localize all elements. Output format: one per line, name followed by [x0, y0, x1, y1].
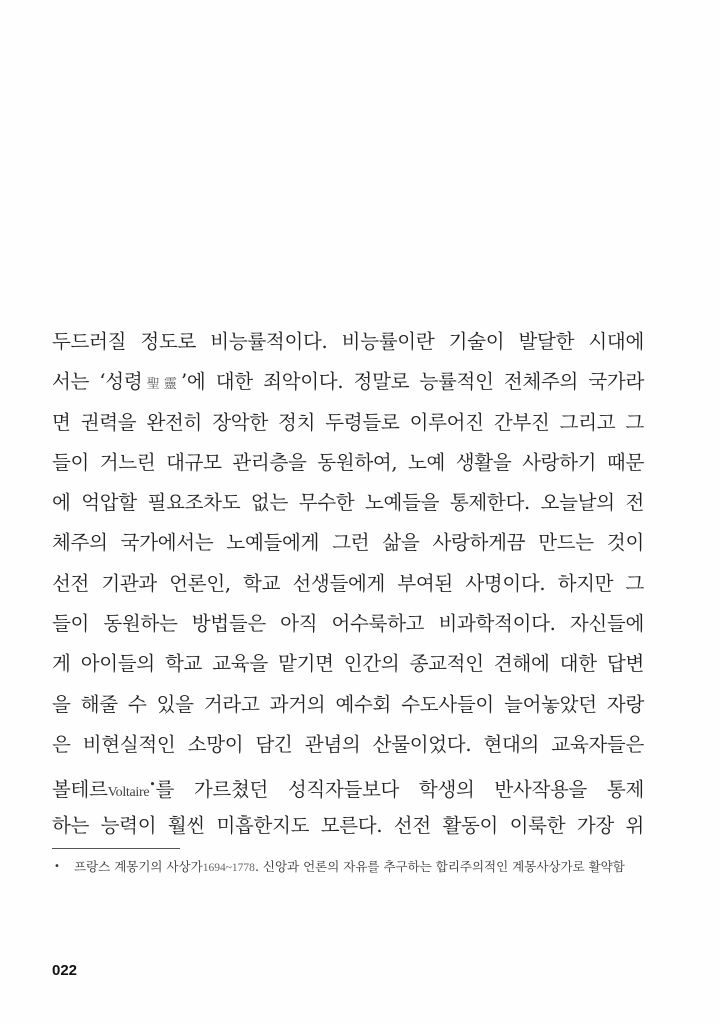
text-line: 선전 기관과 언론인, 학교 선생들에게 부여된 사명이다. 하지만 그	[52, 571, 644, 595]
text-segment: 볼테르	[52, 778, 108, 802]
text-segment: 서는 ‘성령	[52, 370, 143, 394]
text-line: 체주의 국가에서는 노예들에게 그런 삶을 사랑하게끔 만드는 것이	[52, 531, 644, 555]
text-line: 면 권력을 완전히 장악한 정치 두령들로 이루어진 간부진 그리고 그	[52, 410, 644, 434]
footnote-years: 1694~1778	[202, 862, 255, 874]
text-segment: ’에 대한 죄악이다. 정말로 능률적인 전체주의 국가라	[181, 370, 645, 394]
footnote-text-segment: 프랑스 계몽기의 사상가	[74, 859, 203, 874]
footnote	[52, 856, 652, 879]
footnote-text-segment: . 신앙과 언론의 자유를 추구하는 합리주의적인 계몽사상가로 활약함	[254, 859, 625, 874]
text-line: 은 비현실적인 소망이 담긴 관념의 산물이었다. 현대의 교육자들은	[52, 732, 644, 756]
text-segment: 를 가르쳤던 성직자들보다 학생의 반사작용을 통제	[155, 778, 644, 802]
footnote-divider	[52, 848, 180, 849]
text-line: 에 억압할 필요조차도 없는 무수한 노예들을 통제한다. 오늘날의 전	[52, 491, 644, 515]
footnote-marker[interactable]: •	[149, 778, 156, 792]
text-line: 두드러질 정도로 비능률적이다. 비능률이란 기술이 발달한 시대에	[52, 330, 644, 353]
text-line	[52, 765, 644, 805]
text-line: 을 해줄 수 있을 거라고 과거의 예수회 수도사들이 늘어놓았던 자랑	[52, 692, 644, 716]
text-line: 들이 동원하는 방법들은 아직 어수룩하고 비과학적이다. 자신들에	[52, 612, 644, 636]
text-line	[52, 362, 644, 402]
text-line: 들이 거느린 대규모 관리층을 동원하여, 노예 생활을 사랑하기 때문	[52, 450, 644, 474]
text-line: 게 아이들의 학교 교육을 맡기면 인간의 종교적인 견해에 대한 답변	[52, 652, 644, 676]
body-text	[52, 322, 644, 846]
latin-annotation: Voltaire	[107, 785, 150, 801]
footnote-bullet-icon: •	[54, 861, 60, 872]
page-number: 022	[52, 962, 78, 979]
hanja-annotation: 聖靈	[142, 377, 182, 393]
text-line: 하는 능력이 훨씬 미흡한지도 모른다. 선전 활동이 이룩한 가장 위	[52, 813, 644, 837]
footnote-text	[74, 856, 652, 879]
